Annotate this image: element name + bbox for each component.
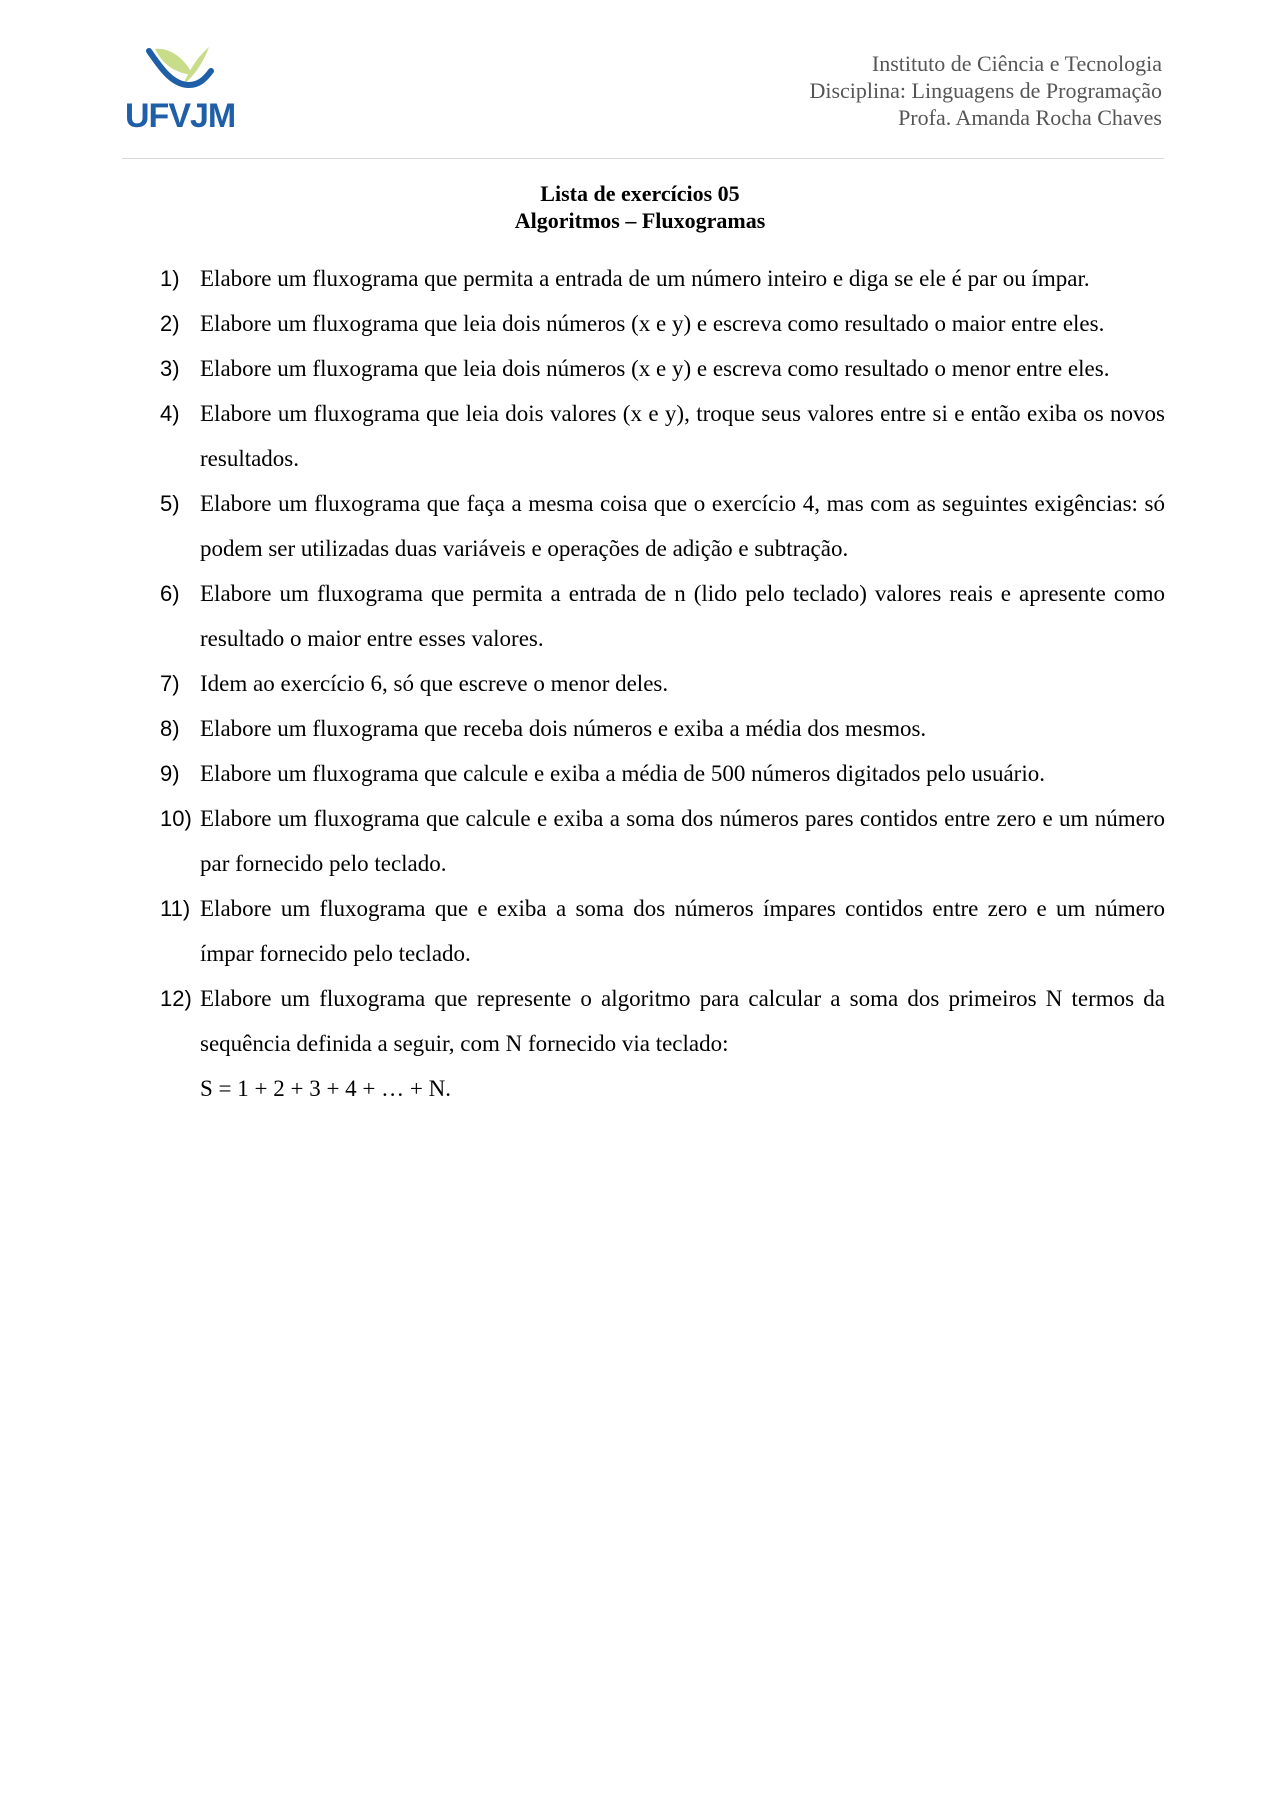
exercise-number: 9) (160, 761, 180, 786)
exercise-text: Elabore um fluxograma que permita a entrada de um número inteiro e diga se ele é par ou ímpar. (200, 266, 1090, 291)
exercise-item (160, 346, 1165, 391)
exercise-number: 3) (160, 356, 180, 381)
exercise-text: Elabore um fluxograma que leia dois valores (x e y), troque seus valores entre si e então exiba os novos resultados. (200, 401, 1165, 471)
title-line-1: Lista de exercícios 05 (540, 181, 740, 206)
exercise-number: 1) (160, 266, 180, 291)
exercise-item (160, 661, 1165, 706)
exercise-item (160, 886, 1165, 976)
exercise-item (160, 481, 1165, 571)
institute-name: Instituto de Ciência e Tecnologia (871, 51, 1162, 76)
exercise-number: 8) (160, 716, 180, 741)
exercise-item (160, 706, 1165, 751)
exercise-number: 6) (160, 581, 180, 606)
exercise-number: 2) (160, 311, 180, 336)
exercise-text: Elabore um fluxograma que leia dois números (x e y) e escreva como resultado o maior entre eles. (200, 311, 1105, 336)
exercise-text: Elabore um fluxograma que permita a entrada de n (lido pelo teclado) valores reais e apresente como resultado o maior entre esses valores. (200, 581, 1165, 651)
exercise-number: 5) (160, 491, 180, 516)
exercise-text: Idem ao exercício 6, só que escreve o menor deles. (200, 671, 669, 696)
professor-name: Profa. Amanda Rocha Chaves (898, 105, 1162, 130)
exercise-item (160, 391, 1165, 481)
discipline-name: Disciplina: Linguagens de Programação (809, 78, 1162, 103)
exercise-number: 10) (160, 806, 192, 831)
exercise-number: 7) (160, 671, 180, 696)
exercise-item (160, 751, 1165, 796)
exercise-text: Elabore um fluxograma que leia dois números (x e y) e escreva como resultado o menor entre eles. (200, 356, 1110, 381)
exercise-list (160, 256, 1165, 1111)
exercise-item (160, 301, 1165, 346)
exercise-number: 11) (160, 896, 191, 921)
exercise-text: Elabore um fluxograma que faça a mesma coisa que o exercício 4, mas com as seguintes exigências: só podem ser utilizadas duas variáveis e operações de adição e subtração. (200, 491, 1165, 561)
exercise-text: Elabore um fluxograma que e exiba a soma dos números ímpares contidos entre zero e um número ímpar fornecido pelo teclado. (200, 896, 1165, 966)
exercise-item (160, 256, 1165, 301)
ufvjm-logo (125, 45, 240, 135)
exercise-number: 4) (160, 401, 180, 426)
exercise-number: 12) (160, 986, 192, 1011)
header-divider (122, 158, 1164, 159)
exercise-text: Elabore um fluxograma que represente o algoritmo para calcular a soma dos primeiros N termos da sequência definida a seguir, com N fornecido via teclado: (200, 986, 1165, 1056)
logo-leaf-icon (145, 45, 215, 95)
exercise-item (160, 976, 1165, 1111)
exercise-item (160, 571, 1165, 661)
logo-wordmark: UFVJM (125, 97, 236, 135)
exercise-text: Elabore um fluxograma que calcule e exiba a soma dos números pares contidos entre zero e um número par fornecido pelo teclado. (200, 806, 1165, 876)
title-line-2: Algoritmos – Fluxogramas (514, 208, 766, 233)
page-title (0, 180, 1280, 234)
exercise-text: Elabore um fluxograma que calcule e exiba a média de 500 números digitados pelo usuário. (200, 761, 1045, 786)
exercise-text: Elabore um fluxograma que receba dois números e exiba a média dos mesmos. (200, 716, 927, 741)
series-formula: S = 1 + 2 + 3 + 4 + … + N. (200, 1076, 451, 1101)
exercise-item (160, 796, 1165, 886)
header-info (809, 50, 1162, 131)
